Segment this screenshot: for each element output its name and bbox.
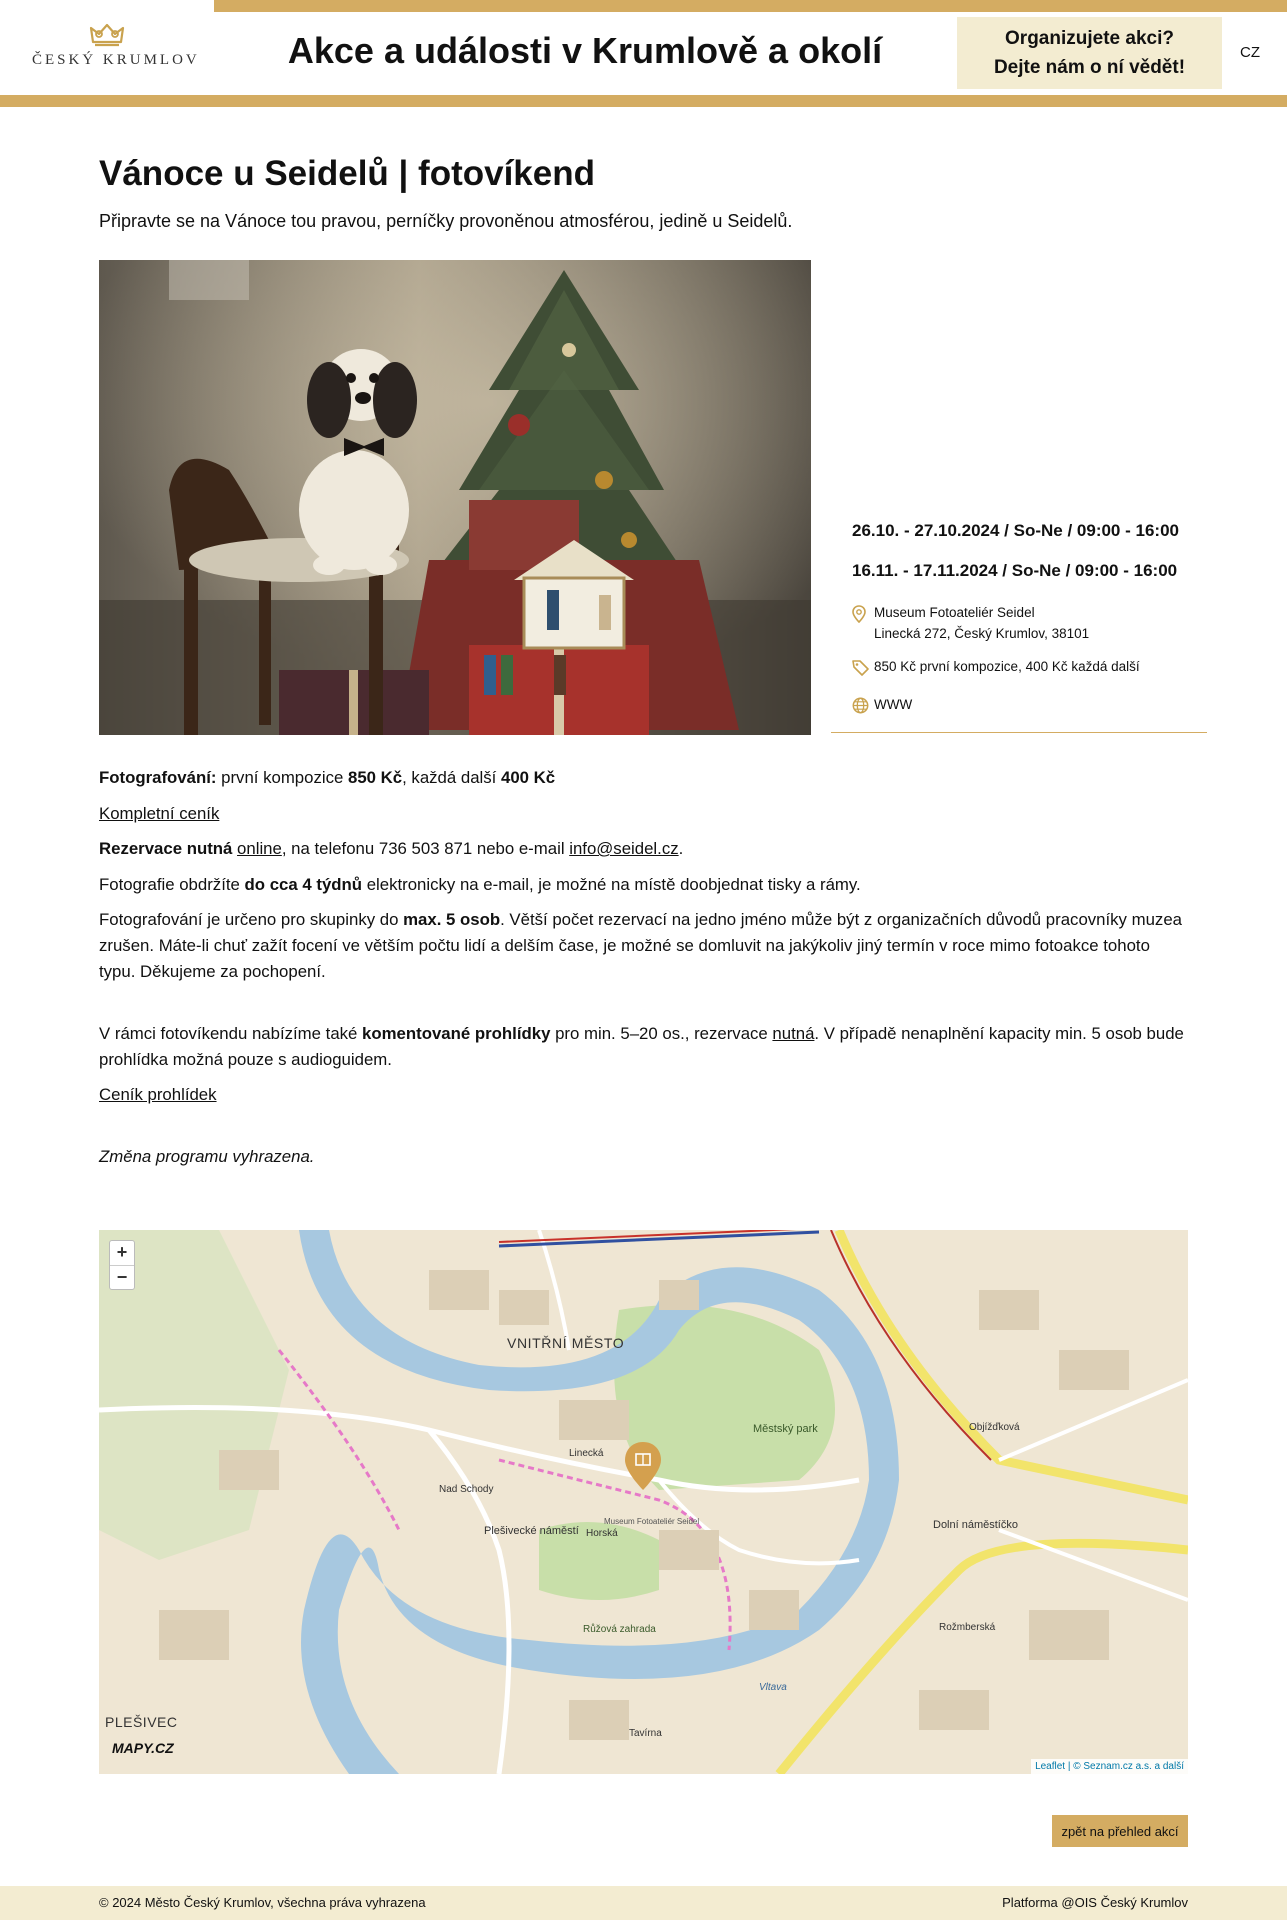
- online-reservation-link[interactable]: online: [237, 839, 282, 858]
- zoom-out-button[interactable]: −: [110, 1265, 134, 1289]
- tour-reservation-link[interactable]: nutná: [772, 1023, 815, 1043]
- site-logo[interactable]: [32, 22, 200, 74]
- event-description: [99, 765, 1189, 1179]
- submit-event-button[interactable]: [957, 17, 1222, 89]
- event-header: [99, 152, 1189, 233]
- event-date-2: 16.11. - 17.11.2024 / So-Ne / 09:00 - 16:00: [852, 561, 1178, 580]
- location-map[interactable]: [99, 1230, 1188, 1774]
- group-size-paragraph: Fotografování je určeno pro skupinky do max. 5 osob. Větší počet rezervací na jedno jméno může být z organizačních důvodů pracovníky muzea zrušen. Máte-li chuť zažít focení ve větším počtu lidí a delším čase, je možné se domluvit na jakýkoliv jiný termín v roce mimo fotoakce tohoto typu. Děkujeme za pochopení.: [99, 910, 1182, 981]
- price-tag-icon: [852, 659, 874, 682]
- map-label-park: Městský park: [753, 1423, 818, 1435]
- logo-text: ČESKÝ KRUMLOV: [32, 52, 200, 68]
- footer-copyright: © 2024 Město Český Krumlov, všechna práva vyhrazena: [99, 1895, 426, 1910]
- guided-tours-paragraph: V rámci fotovíkendu nabízíme také komentované prohlídky pro min. 5–20 os., rezervace nutná. V případě nenaplnění kapacity min. 5 osob bude prohlídka možná pouze s audioguidem.: [99, 1023, 1184, 1069]
- map-label-nad-schody: Nad Schody: [439, 1484, 494, 1495]
- web-row: [831, 694, 1207, 720]
- map-label-inner-town: VNITŘNÍ MĚSTO: [507, 1335, 625, 1351]
- map-label-linecka: Linecká: [569, 1448, 604, 1459]
- cta-line-2: Dejte nám o ní vědět!: [993, 57, 1186, 78]
- email-link[interactable]: info@seidel.cz: [569, 839, 679, 858]
- photo-price-paragraph: Fotografování: první kompozice 850 Kč, každá další 400 Kč: [99, 768, 556, 787]
- price-text: 850 Kč první kompozice, 400 Kč každá další: [874, 659, 1140, 674]
- reservation-paragraph: Rezervace nutná online, na telefonu 736 503 871 nebo e-mail info@seidel.cz.: [99, 839, 684, 858]
- header-accent-bar-bottom: [0, 95, 1287, 107]
- event-info-panel: [831, 520, 1207, 733]
- zoom-in-button[interactable]: +: [116, 1242, 128, 1262]
- mapy-cz-logo[interactable]: MAPY.CZ: [112, 1740, 174, 1756]
- program-note: Změna programu vyhrazena.: [99, 1146, 315, 1166]
- map-label-plesivecke: Plešivecké náměstí: [484, 1525, 579, 1537]
- footer-platform[interactable]: Platforma @OIS Český Krumlov: [1002, 1895, 1188, 1910]
- event-title: Vánoce u Seidelů | fotovíkend: [99, 154, 595, 193]
- event-subtitle: Připravte se na Vánoce tou pravou, perníčky provoněnou atmosférou, jedině u Seidelů.: [99, 211, 793, 231]
- map-label-ruzova-zahrada: Růžová zahrada: [583, 1624, 656, 1635]
- event-photo: [99, 260, 811, 735]
- map-label-tavirna: Tavírna: [629, 1728, 662, 1739]
- map-label-museum: Museum Fotoateliér Seidel: [604, 1517, 700, 1526]
- full-pricelist-link[interactable]: Kompletní ceník: [99, 803, 220, 823]
- map-district-label: PLEŠIVEC: [105, 1714, 178, 1730]
- map-label-vltava: Vltava: [759, 1682, 787, 1693]
- info-divider: [831, 732, 1207, 733]
- venue-link[interactable]: Museum Fotoateliér Seidel: [874, 605, 1035, 620]
- tours-pricelist-link[interactable]: Ceník prohlídek: [99, 1085, 217, 1104]
- site-header: [0, 0, 1287, 95]
- map-attribution[interactable]: Leaflet | © Seznam.cz a.s. a další: [1031, 1759, 1188, 1774]
- map-label-dolni: Dolní náměstíčko: [933, 1519, 1018, 1531]
- crown-logo-icon: [89, 22, 125, 48]
- language-switch[interactable]: CZ: [1240, 44, 1260, 61]
- event-date-1: 26.10. - 27.10.2024 / So-Ne / 09:00 - 16:00: [852, 521, 1179, 540]
- back-to-events-button[interactable]: zpět na přehled akcí: [1052, 1815, 1188, 1847]
- site-title: Akce a události v Krumlově a okolí: [287, 30, 883, 71]
- location-pin-icon: [852, 605, 874, 629]
- map-zoom-control: [109, 1240, 135, 1290]
- cta-line-1: Organizujete akci?: [1005, 28, 1174, 49]
- site-footer: [0, 1886, 1287, 1920]
- map-label-rozmberska: Rožmberská: [939, 1622, 996, 1633]
- price-row: [831, 656, 1207, 682]
- venue-address: Linecká 272, Český Krumlov, 38101: [874, 626, 1090, 641]
- map-label-horska: Horská: [586, 1528, 618, 1539]
- venue-row: [831, 602, 1207, 644]
- globe-icon: [852, 697, 874, 720]
- map-label-objizdkova: Objížďková: [969, 1422, 1020, 1433]
- website-link[interactable]: WWW: [874, 697, 913, 712]
- delivery-paragraph: Fotografie obdržíte do cca 4 týdnů elektronicky na e-mail, je možné na místě doobjednat tisky a rámy.: [99, 874, 861, 894]
